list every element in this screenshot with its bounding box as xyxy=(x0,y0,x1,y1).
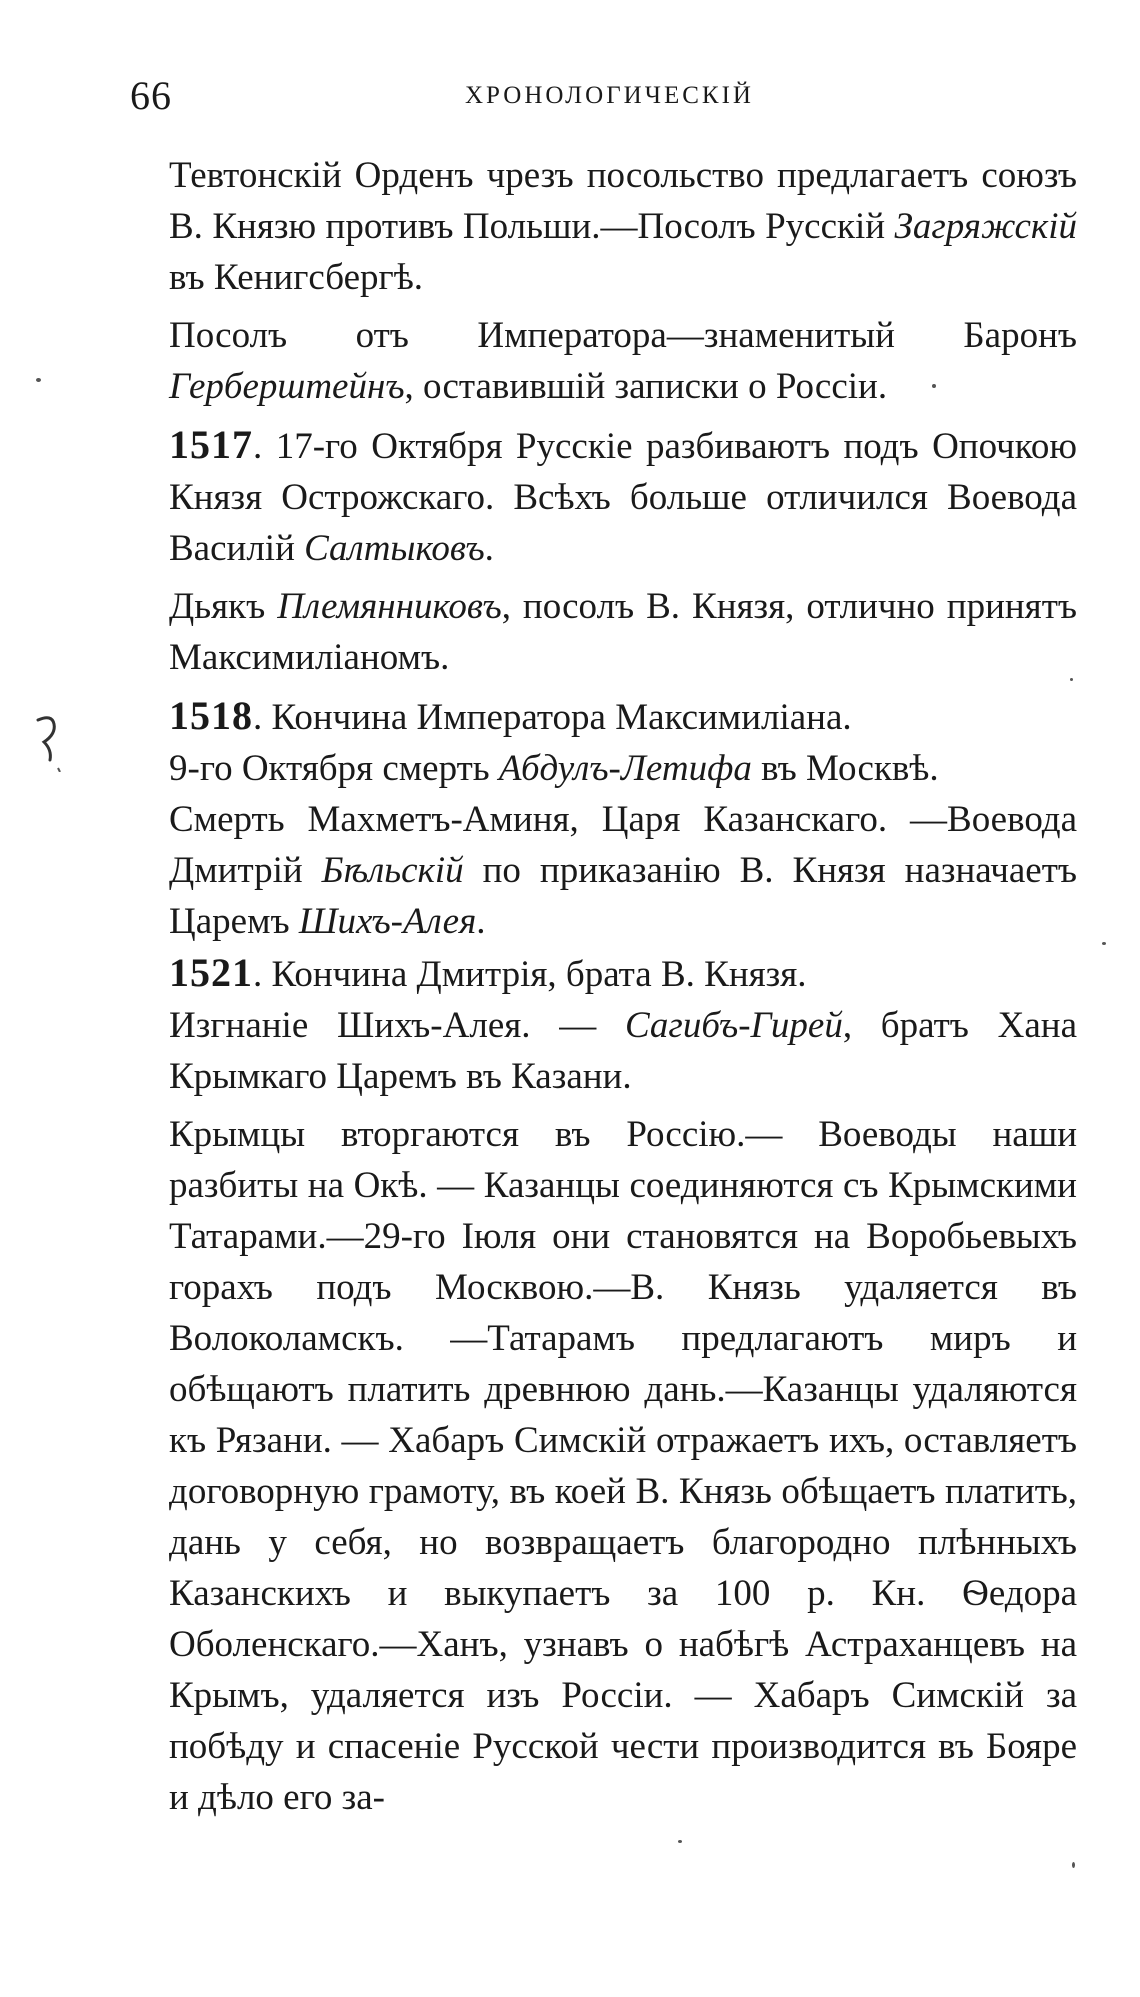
text-run: . xyxy=(476,901,486,942)
year-heading: 1517 xyxy=(169,422,253,467)
paper-speck xyxy=(1072,1862,1075,1868)
year-heading: 1521 xyxy=(169,950,253,995)
italic-name: Бѣльскій xyxy=(321,850,464,891)
text-run: , братъ Хана Крымкаго Царемъ въ Казани. xyxy=(169,1005,1077,1097)
paper-speck xyxy=(932,384,936,388)
paragraph xyxy=(127,1109,1077,1823)
paragraph xyxy=(127,690,1077,743)
text-run: въ Кенигсбергѣ. xyxy=(169,257,424,298)
text-run: . xyxy=(484,528,494,569)
italic-name: Герберштейнъ xyxy=(169,366,405,407)
paper-speck xyxy=(1102,942,1106,945)
text-run: . Кончина Императора Максимиліана. xyxy=(253,697,852,738)
italic-name: Загряжскій xyxy=(894,206,1077,247)
text-run: Посолъ отъ Императора—знаменитый Баронъ xyxy=(169,315,1077,356)
italic-name: Салтыковъ xyxy=(304,528,485,569)
text-run: 9-го Октября смерть xyxy=(169,748,499,789)
paragraph xyxy=(127,743,1077,794)
paper-speck xyxy=(36,378,41,382)
text-run: Тевтонскій Орденъ чрезъ посольство предлагаетъ союзъ В. Князю противъ Польши.—Посолъ Русскій xyxy=(169,155,1077,247)
text-run: Дьякъ xyxy=(169,586,278,627)
text-run: , посолъ В. Князя, отлично принятъ Максимиліаномъ. xyxy=(169,586,1077,678)
italic-name: Абдулъ-Летифа xyxy=(498,748,752,789)
text-run: Изгнаніе Шихъ-Алея. — xyxy=(169,1005,625,1046)
paragraph xyxy=(127,419,1077,574)
handwritten-margin-mark xyxy=(30,712,70,772)
text-run: . Кончина Дмитрія, брата В. Князя. xyxy=(253,954,807,995)
italic-name: Шихъ-Алея xyxy=(298,901,477,942)
italic-name: Сагибъ-Гирей xyxy=(624,1005,843,1046)
page-number: 66 xyxy=(130,73,172,118)
paper-speck xyxy=(1070,678,1073,681)
text-run: . 17-го Октября Русскіе разбиваютъ подъ Опочкою Князя Острожскаго. Всѣхъ больше отличился Воевода Василій xyxy=(169,426,1077,569)
paragraph xyxy=(127,947,1077,1000)
paragraph xyxy=(127,581,1077,683)
text-run: Смерть Махметъ-Аминя, Царя Казанскаго. —Воевода Дмитрій xyxy=(169,799,1077,891)
text-run: Крымцы вторгаются въ Россію.— Воеводы наши разбиты на Окѣ. — Казанцы соединяются съ Крымскими Татарами.—29-го Іюля они становятся на Воробьевыхъ горахъ подъ Москвою.—В. Князь удаляется въ Волоколамскъ. —Татарамъ предлагаютъ миръ и обѣщаютъ платить древнюю дань.—Казанцы удаляются къ Рязани. — Хабаръ Симскій отражаетъ ихъ, оставляетъ договорную грамоту, въ коей В. Князь обѣщаетъ платить, дань у себя, но возвращаетъ благородно плѣнныхъ Казанскихъ и выкупаетъ за 100 р. Кн. Ѳедора Оболенскаго.—Ханъ, узнавъ о набѣгѣ Астраханцевъ на Крымъ, удаляется изъ Россіи. — Хабаръ Симскій за побѣду и спасеніе Русской чести производится въ Бояре и дѣло его за- xyxy=(169,1114,1077,1818)
paragraph xyxy=(127,1000,1077,1102)
body-text xyxy=(127,150,1077,1830)
year-heading: 1518 xyxy=(169,693,253,738)
text-run: , оставившій записки о Россіи. xyxy=(404,366,888,407)
paragraph xyxy=(127,150,1077,303)
paragraph xyxy=(127,310,1077,412)
text-run: по приказанію В. Князя назначаетъ Царемъ xyxy=(169,850,1077,942)
page-header xyxy=(130,72,1080,132)
running-title: ХРОНОЛОГИЧЕСКІЙ xyxy=(465,82,754,109)
italic-name: Племянниковъ xyxy=(277,586,502,627)
text-run: въ Москвѣ. xyxy=(751,748,939,789)
paper-speck xyxy=(678,1840,682,1843)
paragraph xyxy=(127,794,1077,947)
